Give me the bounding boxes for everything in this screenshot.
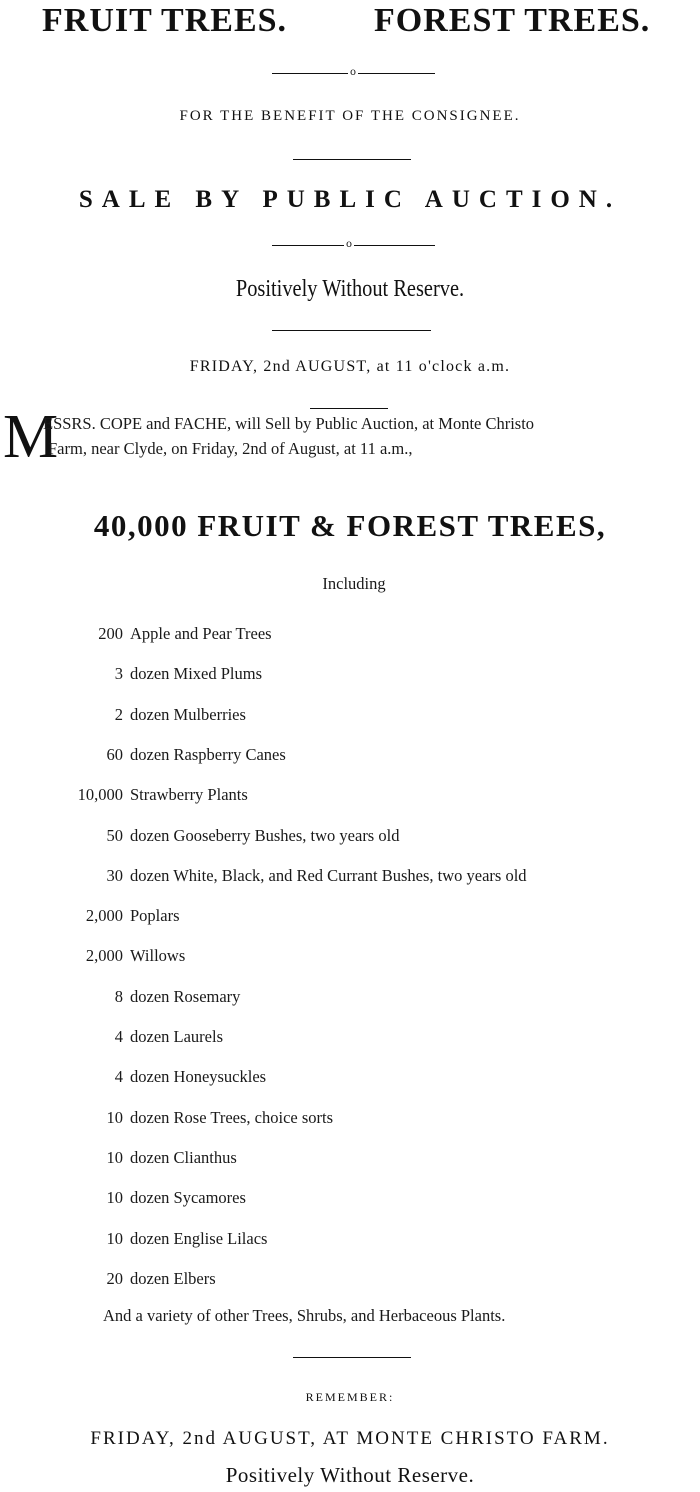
item-description: dozen Mixed Plums <box>130 664 262 684</box>
ornament-1: o <box>350 67 357 78</box>
item-description: Apple and Pear Trees <box>130 624 272 643</box>
item-row <box>63 1148 237 1168</box>
ornament-2: o <box>346 239 353 250</box>
item-row <box>63 866 527 886</box>
including-label: Including <box>322 574 386 593</box>
date-line: FRIDAY, 2nd AUGUST, at 11 o'clock a.m. <box>189 358 511 375</box>
paragraph-line-1: ESSRS. COPE and FACHE, will Sell by Public Auction, at Monte Christo <box>43 414 535 433</box>
item-description: dozen Mulberries <box>130 704 246 724</box>
item-quantity: 2 <box>114 704 123 724</box>
divider-rule-4 <box>293 1357 411 1358</box>
paragraph-line-2: Farm, near Clyde, on Friday, 2nd of August, at 11 a.m., <box>48 439 413 458</box>
item-row <box>63 664 262 684</box>
item-quantity: 3 <box>114 664 123 684</box>
item-description: dozen Elbers <box>130 1268 216 1288</box>
drop-cap: M <box>3 403 59 471</box>
item-quantity: 10 <box>106 1188 123 1208</box>
item-description: dozen Sycamores <box>130 1188 246 1208</box>
title-forest-trees: FOREST TREES. <box>374 2 651 39</box>
divider-rule-1 <box>293 159 411 160</box>
item-row <box>63 1108 333 1128</box>
item-quantity: 60 <box>106 744 123 764</box>
sale-heading: SALE BY PUBLIC AUCTION. <box>78 186 622 213</box>
item-quantity: 30 <box>106 865 123 885</box>
item-quantity: 10 <box>106 1107 123 1127</box>
divider-rule-3 <box>310 408 388 409</box>
item-quantity: 10,000 <box>77 785 123 805</box>
item-row <box>63 705 246 725</box>
item-row <box>63 624 272 644</box>
item-row <box>63 987 240 1007</box>
item-row <box>63 946 185 966</box>
item-row <box>63 826 399 846</box>
item-description: dozen Laurels <box>130 1027 223 1046</box>
item-row <box>63 1229 267 1249</box>
item-quantity: 2,000 <box>85 906 123 926</box>
item-description: dozen White, Black, and Red Currant Bushes, two years old <box>130 865 527 885</box>
item-quantity: 2,000 <box>85 946 123 966</box>
item-row <box>63 1067 266 1087</box>
item-quantity: 8 <box>114 986 123 1006</box>
item-row <box>63 1188 246 1208</box>
final-date-line: FRIDAY, 2nd AUGUST, AT MONTE CHRISTO FARM. <box>90 1428 610 1449</box>
item-description: dozen Raspberry Canes <box>130 744 286 764</box>
item-description: dozen Rose Trees, choice sorts <box>130 1107 334 1127</box>
item-description: Strawberry Plants <box>130 785 248 805</box>
item-description: dozen Englise Lilacs <box>130 1228 268 1248</box>
item-quantity: 10 <box>106 1147 123 1167</box>
item-quantity: 20 <box>106 1268 123 1288</box>
item-row <box>63 785 248 805</box>
title-fruit-trees: FRUIT TREES. <box>42 2 288 39</box>
final-reserve-line: Positively Without Reserve. <box>225 1463 475 1487</box>
item-description: dozen Honeysuckles <box>130 1067 267 1087</box>
item-quantity: 200 <box>98 624 123 643</box>
variety-line: And a variety of other Trees, Shrubs, and Herbaceous Plants. <box>103 1306 506 1325</box>
item-row <box>63 745 286 765</box>
divider-rule-2 <box>272 330 431 331</box>
item-quantity: 10 <box>106 1228 123 1248</box>
main-heading: 40,000 FRUIT & FOREST TREES, <box>93 508 607 543</box>
item-description: Willows <box>130 946 186 966</box>
item-quantity: 4 <box>114 1027 123 1046</box>
benefit-line: FOR THE BENEFIT OF THE CONSIGNEE. <box>179 108 521 124</box>
item-description: Poplars <box>130 906 180 926</box>
item-quantity: 50 <box>106 825 123 845</box>
remember-label: REMEMBER: <box>305 1390 395 1404</box>
item-description: dozen Clianthus <box>130 1147 237 1167</box>
item-description: dozen Rosemary <box>130 986 241 1006</box>
reserve-line: Positively Without Reserve. <box>235 276 465 302</box>
item-row <box>63 1027 223 1047</box>
item-description: dozen Gooseberry Bushes, two years old <box>130 825 400 845</box>
item-row <box>63 1269 216 1289</box>
title-row <box>0 0 700 44</box>
item-row <box>63 906 180 926</box>
item-quantity: 4 <box>114 1067 123 1087</box>
